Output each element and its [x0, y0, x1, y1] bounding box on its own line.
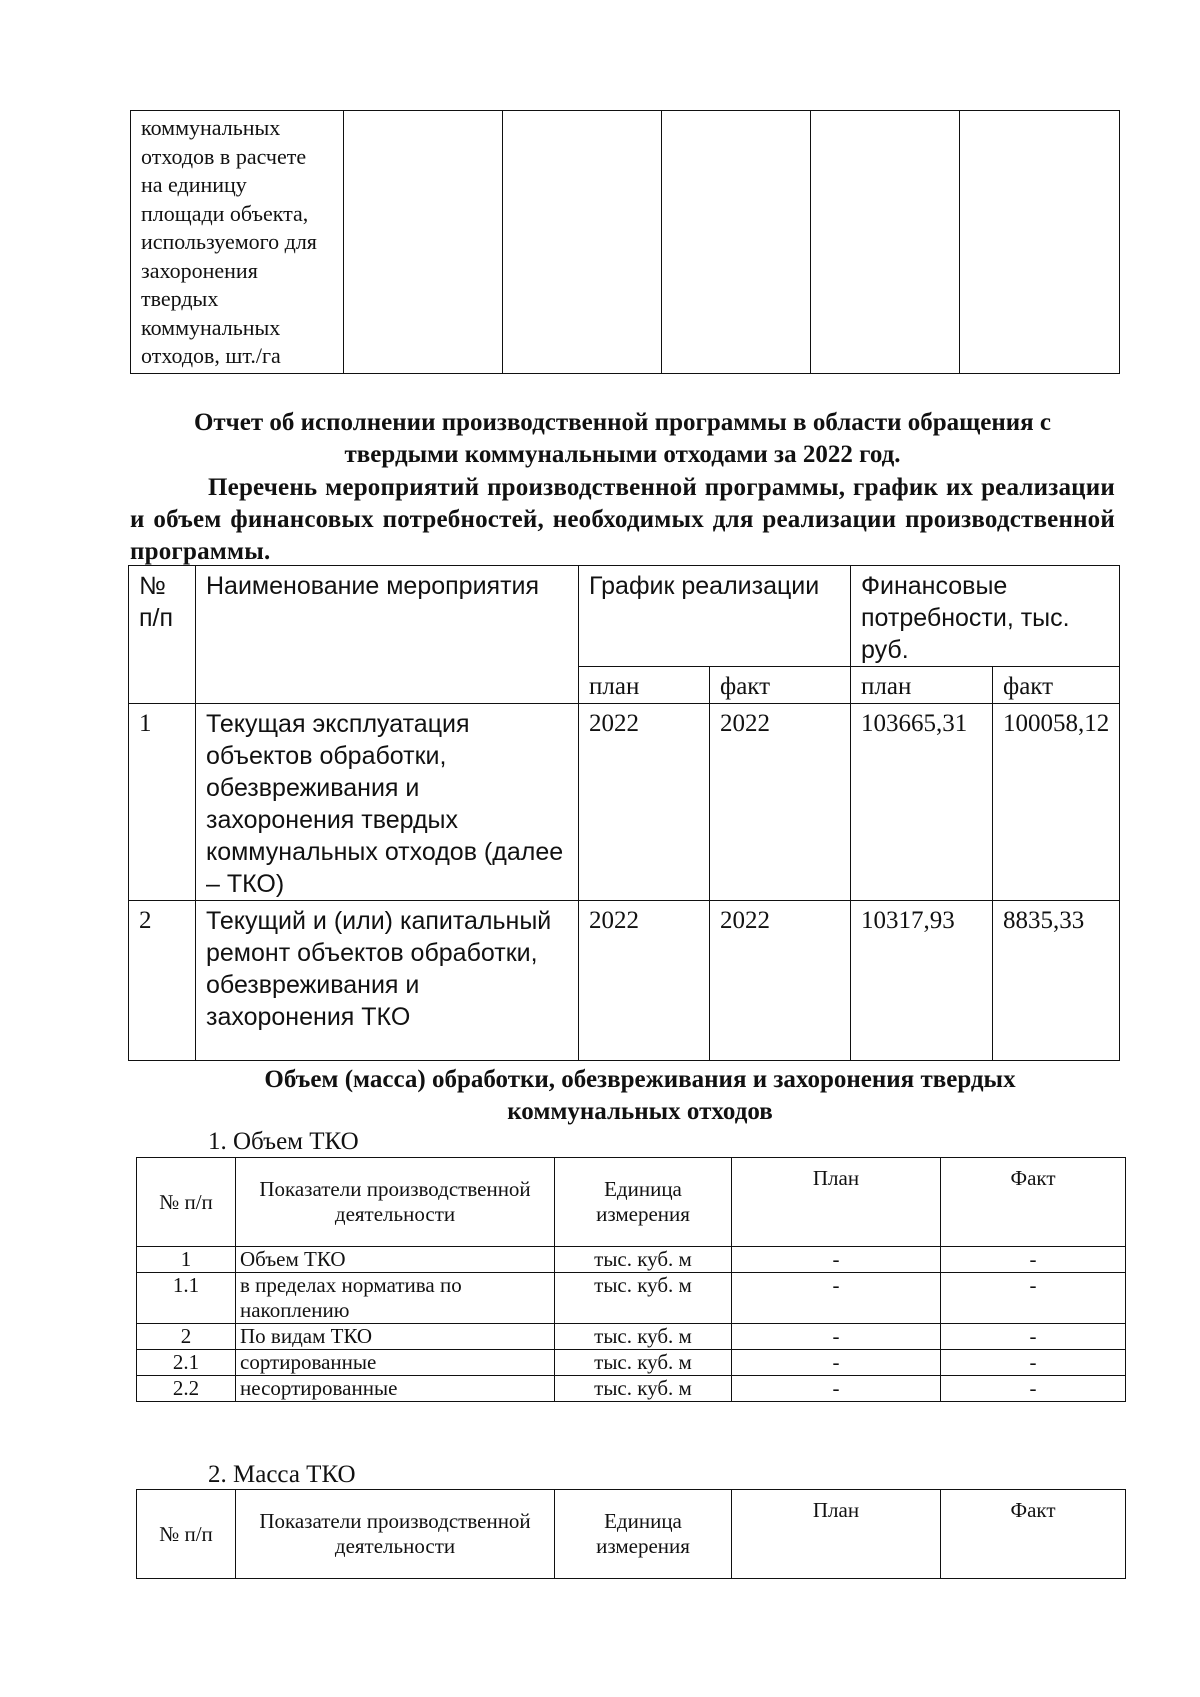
col-num-header: № п/п	[137, 1490, 236, 1579]
row-fin-plan: 103665,31	[851, 704, 993, 901]
table-row	[137, 1247, 1126, 1273]
volume-title: Объем (масса) обработки, обезвреживания и захоронения твердых коммунальных отходов	[264, 1066, 1016, 1125]
volume-subtitle: 1. Объем ТКО	[208, 1128, 359, 1155]
row-plan: -	[732, 1324, 941, 1350]
report-title: Отчет об исполнении производственной программы в области обращения с твердыми коммунальными отходами за 2022 год.	[193, 409, 1052, 468]
mass-table	[136, 1489, 1126, 1579]
col-unit-header: Единица измерения	[555, 1158, 732, 1247]
empty-cell	[344, 111, 503, 374]
col-schedule-header: График реализации	[579, 566, 851, 667]
col-num-header: № п/п	[129, 566, 196, 704]
row-fact: -	[941, 1324, 1126, 1350]
row-fin-fact: 100058,12	[993, 704, 1120, 901]
row-num: 2.2	[137, 1376, 236, 1402]
row-num: 1.1	[137, 1273, 236, 1324]
row-name: в пределах норматива по накоплению	[236, 1273, 555, 1324]
row-name: Объем ТКО	[236, 1247, 555, 1273]
row-fin-plan: 10317,93	[851, 901, 993, 1061]
table-row	[137, 1324, 1126, 1350]
row-name: Текущий и (или) капитальный ремонт объектов обработки, обезвреживания и захоронения ТКО	[196, 901, 579, 1061]
row-fact: -	[941, 1350, 1126, 1376]
row-fin-fact: 8835,33	[993, 901, 1120, 1061]
row-unit: тыс. куб. м	[555, 1376, 732, 1402]
row-unit: тыс. куб. м	[555, 1247, 732, 1273]
col-finance-header: Финансовые потребности, тыс. руб.	[851, 566, 1120, 667]
row-num: 1	[137, 1247, 236, 1273]
indicator-cell	[131, 111, 344, 374]
row-plan: -	[732, 1247, 941, 1273]
measures-table	[128, 565, 1120, 1061]
row-fact: -	[941, 1376, 1126, 1402]
empty-cell	[960, 111, 1120, 374]
row-num: 2.1	[137, 1350, 236, 1376]
col-name-header: Наименование мероприятия	[196, 566, 579, 704]
row-num: 2	[137, 1324, 236, 1350]
col-plan-header: План	[732, 1158, 941, 1247]
col-indicator-header: Показатели производственной деятельности	[236, 1158, 555, 1247]
continuation-table	[130, 110, 1120, 374]
row-sched-plan: 2022	[579, 901, 710, 1061]
row-sched-plan: 2022	[579, 704, 710, 901]
empty-cell	[662, 111, 811, 374]
empty-cell	[503, 111, 662, 374]
row-fact: -	[941, 1273, 1126, 1324]
row-sched-fact: 2022	[710, 704, 851, 901]
row-name: сортированные	[236, 1350, 555, 1376]
row-plan: -	[732, 1376, 941, 1402]
empty-cell	[811, 111, 960, 374]
row-num: 1	[129, 704, 196, 901]
sched-plan-header: план	[579, 667, 710, 704]
volume-table	[136, 1157, 1126, 1402]
row-unit: тыс. куб. м	[555, 1273, 732, 1324]
col-fact-header: Факт	[941, 1158, 1126, 1247]
table-row	[137, 1376, 1126, 1402]
indicator-text: коммунальных отходов в расчете на единицу площади объекта, используемого для захоронения твердых коммунальных отходов, шт./га	[141, 115, 317, 368]
table-row	[137, 1273, 1126, 1324]
sched-fact-header: факт	[710, 667, 851, 704]
row-plan: -	[732, 1350, 941, 1376]
fin-fact-header: факт	[993, 667, 1120, 704]
row-plan: -	[732, 1273, 941, 1324]
col-indicator-header: Показатели производственной деятельности	[236, 1490, 555, 1579]
table-row	[129, 901, 1120, 1061]
mass-subtitle: 2. Масса ТКО	[208, 1461, 356, 1488]
row-unit: тыс. куб. м	[555, 1324, 732, 1350]
col-fact-header: Факт	[941, 1490, 1126, 1579]
table-row	[137, 1350, 1126, 1376]
row-name: По видам ТКО	[236, 1324, 555, 1350]
row-sched-fact: 2022	[710, 901, 851, 1061]
col-unit-header: Единица измерения	[555, 1490, 732, 1579]
col-plan-header: План	[732, 1490, 941, 1579]
row-fact: -	[941, 1247, 1126, 1273]
fin-plan-header: план	[851, 667, 993, 704]
col-num-header: № п/п	[137, 1158, 236, 1247]
row-name: Текущая эксплуатация объектов обработки, обезвреживания и захоронения твердых коммунальных отходов (далее – ТКО)	[196, 704, 579, 901]
row-num: 2	[129, 901, 196, 1061]
row-unit: тыс. куб. м	[555, 1350, 732, 1376]
measures-intro: Перечень мероприятий производственной программы, график их реализации и объем финансовых потребностей, необходимых для реализации производственной программы.	[130, 474, 1115, 565]
row-name: несортированные	[236, 1376, 555, 1402]
table-row	[129, 704, 1120, 901]
